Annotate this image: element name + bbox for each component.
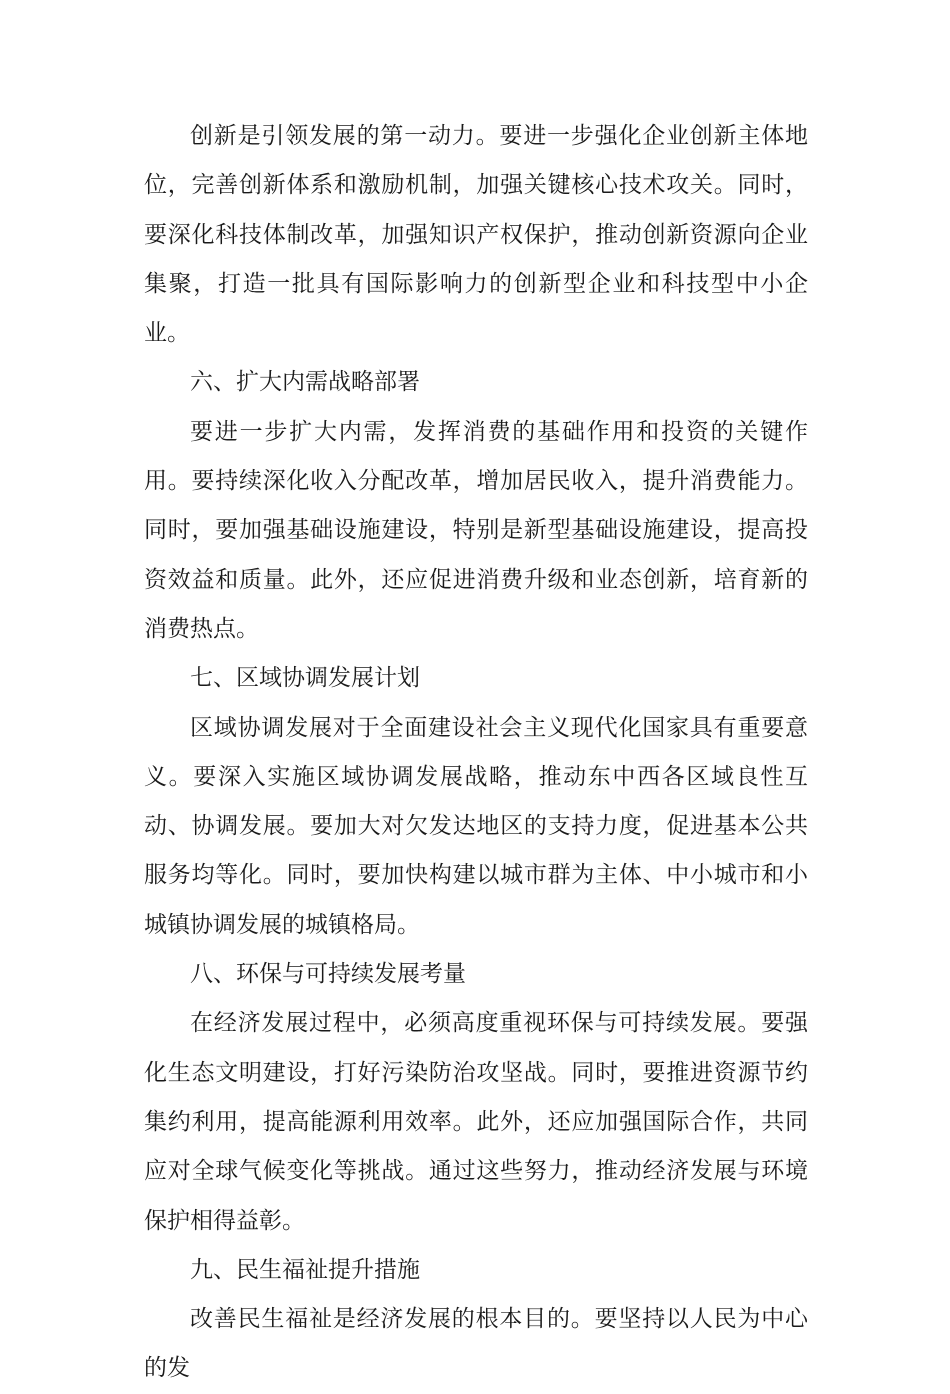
paragraph-environment: 在经济发展过程中，必须高度重视环保与可持续发展。要强化生态文明建设，打好污染防治攻坚战。同时，要推进资源节约集约利用，提高能源利用效率。此外，还应加强国际合作，共同应对全球气候变化等挑战。通过这些努力，推动经济发展与环境保护相得益彰。 bbox=[144, 1010, 808, 1234]
paragraph-innovation: 创新是引领发展的第一动力。要进一步强化企业创新主体地位，完善创新体系和激励机制，加强关键核心技术攻关。同时，要深化科技体制改革，加强知识产权保护，推动创新资源向企业集聚，打造一批具有国际影响力的创新型企业和科技型中小企业。 bbox=[144, 123, 808, 347]
document-body bbox=[144, 112, 808, 1394]
paragraph-regional-coordination: 区域协调发展对于全面建设社会主义现代化国家具有重要意义。要深入实施区域协调发展战略，推动东中西各区域良性互动、协调发展。要加大对欠发达地区的支持力度，促进基本公共服务均等化。同时，要加快构建以城市群为主体、中小城市和小城镇协调发展的城镇格局。 bbox=[144, 714, 808, 938]
heading-livelihood: 九、民生福祉提升措施 bbox=[190, 1256, 420, 1283]
heading-environment: 八、环保与可持续发展考量 bbox=[190, 961, 466, 988]
heading-domestic-demand: 六、扩大内需战略部署 bbox=[190, 369, 420, 396]
heading-regional-coordination: 七、区域协调发展计划 bbox=[190, 665, 420, 692]
paragraph-domestic-demand: 要进一步扩大内需，发挥消费的基础作用和投资的关键作用。要持续深化收入分配改革，增加居民收入，提升消费能力。同时，要加强基础设施建设，特别是新型基础设施建设，提高投资效益和质量。此外，还应促进消费升级和业态创新，培育新的消费热点。 bbox=[144, 418, 808, 642]
paragraph-livelihood: 改善民生福祉是经济发展的根本目的。要坚持以人民为中心的发 bbox=[144, 1306, 808, 1382]
